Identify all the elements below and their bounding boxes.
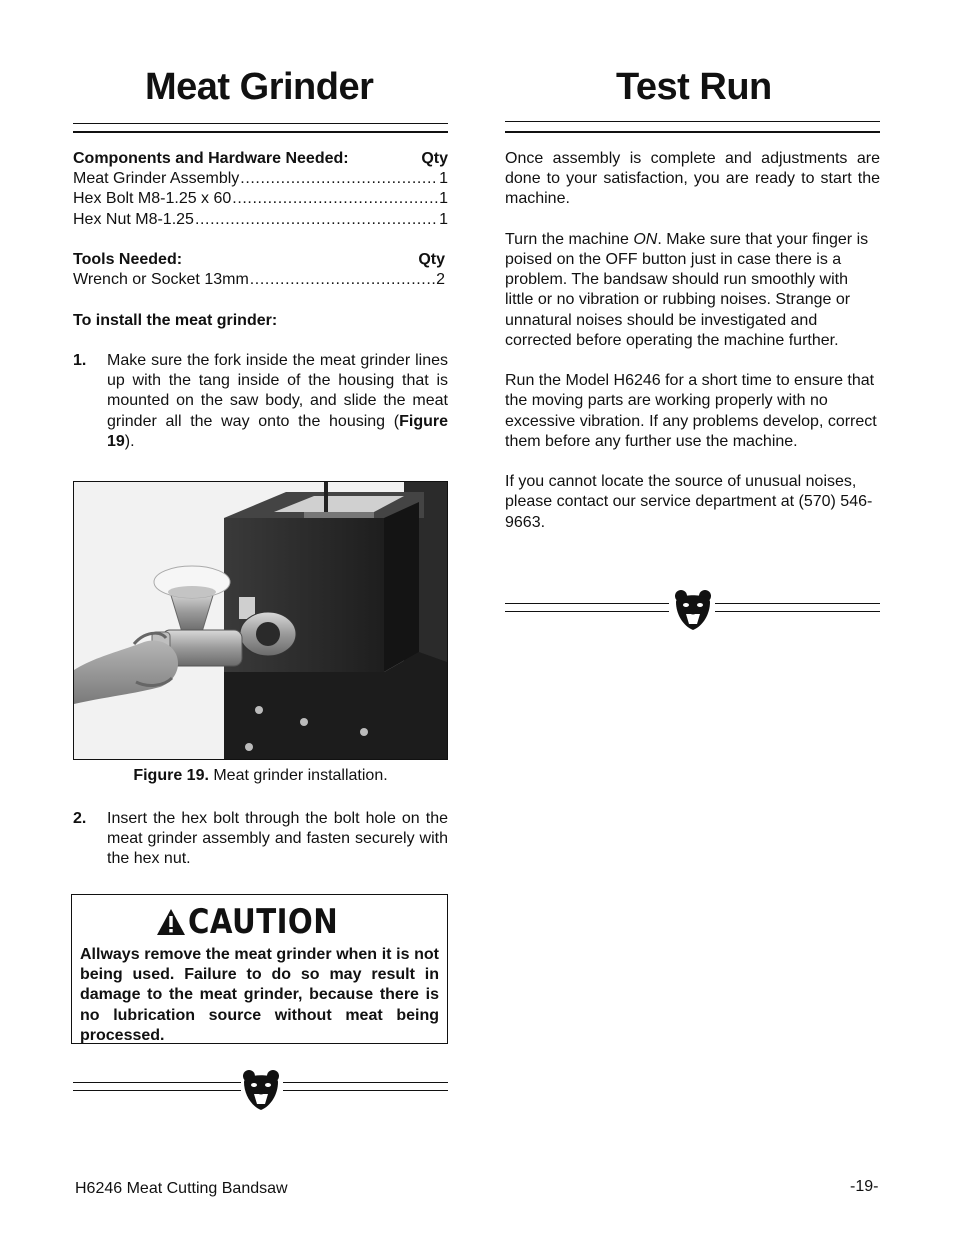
step-text-before: Make sure the fork inside the meat grinder lines up with the tang inside of the housing that is mounted on the saw body, and slide the meat grinder all the way onto the housing ( (107, 351, 448, 430)
right-column (505, 149, 880, 533)
bear-separator-left (73, 1068, 448, 1112)
caution-header (156, 903, 439, 941)
tools-header-qty: Qty (418, 251, 445, 268)
left-column-step-2 (73, 809, 448, 870)
tools-header (73, 250, 448, 270)
components-row (73, 189, 448, 209)
warning-triangle-icon (156, 908, 186, 936)
test-run-paragraph-2 (505, 230, 880, 351)
figure-19-photo (73, 481, 448, 760)
tool-qty: 2 (436, 271, 445, 289)
component-label: Hex Bolt M8-1.25 x 60 (73, 190, 232, 208)
dot-leader (232, 189, 438, 209)
components-header (73, 149, 448, 169)
dot-leader (250, 270, 435, 290)
step-text-after: ). (124, 432, 135, 450)
page-title-test-run: Test Run (616, 66, 772, 108)
separator-line (73, 1082, 241, 1083)
title-rule-right-top (505, 121, 880, 122)
title-rule-left-bottom (73, 131, 448, 133)
bear-logo-icon (673, 588, 713, 632)
title-rule-left-top (73, 123, 448, 124)
components-header-qty: Qty (421, 150, 448, 167)
footer-model: H6246 Meat Cutting Bandsaw (75, 1180, 288, 1197)
paragraph-2-before: Turn the machine (505, 230, 634, 248)
step-text (107, 351, 448, 452)
separator-line (505, 611, 669, 612)
caution-text: Allways remove the meat grinder when it is not being used. Failure to do so may result in damage to the meat grinder, because there is no lubrication source without meat being processed. (80, 946, 439, 1044)
dot-leader (240, 169, 438, 189)
test-run-paragraph-3: Run the Model H6246 for a short time to ensure that the moving parts are working properly with no excessive vibration. If any problems develop, correct them before any further use the machine. (505, 372, 877, 450)
test-run-paragraph-4: If you cannot locate the source of unusual noises, please contact our service department at (570) 546-9663. (505, 473, 873, 531)
footer-page-number: -19- (850, 1178, 879, 1195)
tools-row (73, 270, 448, 290)
paragraph-2-emphasis: ON (633, 230, 658, 248)
component-qty: 1 (439, 210, 448, 228)
components-header-label: Components and Hardware Needed: (73, 150, 349, 167)
separator-line (73, 1090, 241, 1091)
paragraph-2-after: . Make sure that your finger is poised on the OFF button just in case there is a problem. The bandsaw should run smoothly with little or no vibration or rubbing noises. Strange or unnatural noises should be investigated and corrected before operating the machine further. (505, 230, 869, 349)
caution-box (71, 894, 448, 1044)
component-label: Meat Grinder Assembly (73, 170, 240, 188)
tools-header-label: Tools Needed: (73, 251, 183, 268)
caution-title: CAUTION (188, 902, 339, 942)
dot-leader (195, 210, 438, 230)
step-2 (73, 809, 448, 870)
component-qty: 1 (439, 170, 448, 188)
component-label: Hex Nut M8-1.25 (73, 210, 194, 228)
title-rule-right-bottom (505, 131, 880, 133)
tool-label: Wrench or Socket 13mm (73, 271, 249, 289)
separator-line (715, 611, 880, 612)
step-1 (73, 351, 448, 452)
component-qty: 1 (439, 190, 448, 208)
meat-grinder-illustration (74, 482, 447, 759)
install-heading: To install the meat grinder: (73, 311, 278, 329)
step-number: 2. (73, 810, 87, 827)
caption-text: Meat grinder installation. (208, 767, 388, 784)
separator-line (715, 603, 880, 604)
bear-logo-icon (241, 1068, 281, 1112)
separator-line (283, 1090, 448, 1091)
page-title-meat-grinder: Meat Grinder (145, 66, 374, 108)
left-column (73, 149, 448, 452)
separator-line (283, 1082, 448, 1083)
components-row (73, 210, 448, 230)
figure-reference: Figure 19 (107, 412, 448, 450)
caption-label: Figure 19. (133, 767, 209, 784)
separator-line (505, 603, 669, 604)
step-number: 1. (73, 351, 87, 369)
components-row (73, 169, 448, 189)
test-run-paragraph-1: Once assembly is complete and adjustments are done to your satisfaction, you are ready to start the machine. (505, 150, 880, 208)
step-text: Insert the hex bolt through the bolt hole on the meat grinder assembly and fasten securely with the hex nut. (107, 810, 448, 868)
figure-19-caption (73, 766, 448, 786)
bear-separator-right (505, 588, 880, 632)
